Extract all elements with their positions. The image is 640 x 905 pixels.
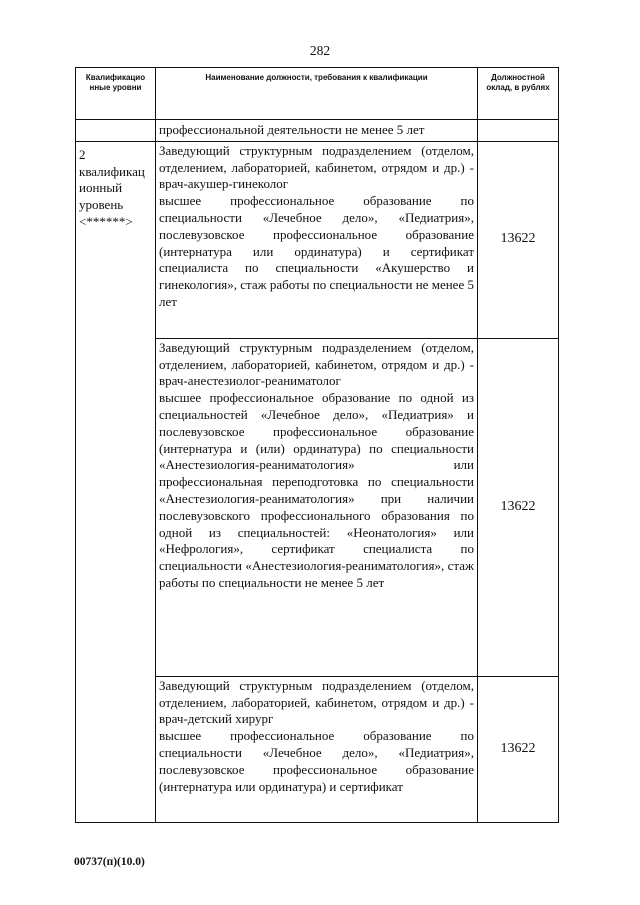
header-salary: Должностной оклад, в рублях — [478, 68, 559, 120]
position-requirements: высшее профессиональное образование по специальности «Лечебное дело», «Педиатрия», послевузовское профессиональное образование (интернатура или ординатура) и сертификат — [159, 728, 474, 794]
continuation-level-cell — [76, 120, 156, 142]
position-cell — [156, 141, 478, 338]
page-number: 282 — [309, 43, 331, 58]
salary-cell: 13622 — [478, 676, 559, 822]
table-row-continuation — [76, 120, 559, 142]
salary-cell: 13622 — [478, 141, 559, 338]
position-cell — [156, 338, 478, 676]
salary-cell: 13622 — [478, 338, 559, 676]
position-requirements: высшее профессиональное образование по одной из специальностей «Лечебное дело», «Педиатрия» и послевузовское профессиональное образование (интернатура и (или) ординатура) по специальности «Анестезиология-реаниматология» или профессиональная переподготовка по специальности «Анестезиология-реаниматология» при наличии послевузовского профессионального образования по одной из специальностей: «Неонатология» или «Нефрология», сертификат специалиста по специальности «Анестезиология-реаниматология», стаж работы по специальности не менее 5 лет — [159, 390, 474, 590]
level-text-line: квалификац — [79, 163, 145, 179]
continuation-salary-cell — [478, 120, 559, 142]
position-title: Заведующий структурным подразделением (отделом, отделением, лабораторией, кабинетом, отрядом и др.) - врач-детский хирург — [159, 677, 474, 727]
qualification-level-cell — [76, 141, 156, 822]
salary-table — [75, 67, 559, 823]
header-qualification-levels: Квалификацио нные уровни — [76, 68, 156, 120]
level-text-line: уровень — [79, 197, 124, 213]
level-text-line: ионный — [79, 180, 123, 196]
document-code-footer: 00737(п)(10.0) — [74, 856, 145, 868]
level-number: 2 — [79, 146, 86, 162]
position-requirements: высшее профессиональное образование по специальности «Лечебное дело», «Педиатрия», послевузовское профессиональное образование (интернатура или ординатура) и сертификат специалиста по специальности «Акушерство и гинекология», стаж работы по специальности не менее 5 лет — [159, 193, 474, 309]
table-row — [76, 141, 559, 338]
continuation-text: профессиональной деятельности не менее 5 лет — [156, 120, 478, 142]
position-cell — [156, 676, 478, 822]
level-footnote-marker: <******> — [79, 213, 133, 229]
header-position-requirements: Наименование должности, требования к квалификации — [156, 68, 478, 120]
position-title: Заведующий структурным подразделением (отделом, отделением, лабораторией, кабинетом, отрядом и др.) - врач-акушер-гинеколог — [159, 142, 474, 192]
table-header-row — [76, 68, 559, 120]
position-title: Заведующий структурным подразделением (отделом, отделением, лабораторией, кабинетом, отрядом и др.) - врач-анестезиолог-реаниматолог — [159, 339, 474, 389]
